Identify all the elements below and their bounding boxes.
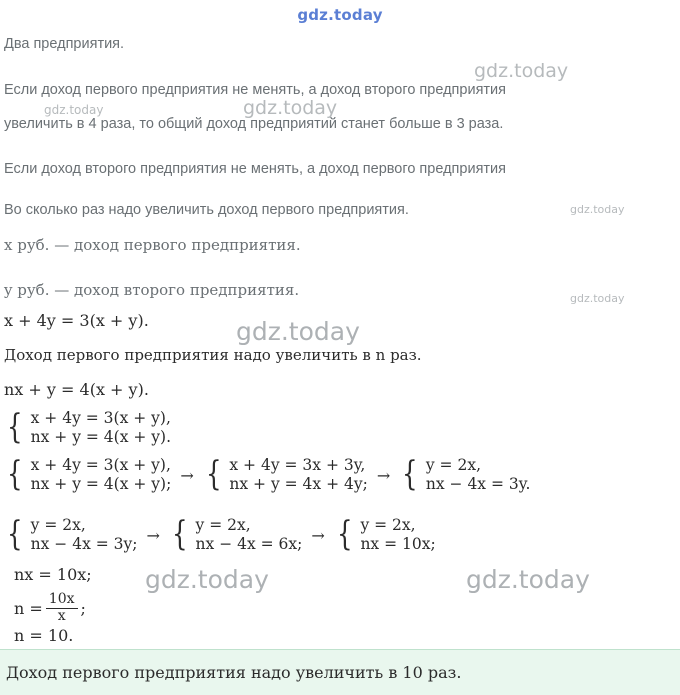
arrow-right-icon: → <box>311 525 325 545</box>
arrow-right-icon: → <box>180 465 194 485</box>
step2-mid-row-2: nx − 4x = 6x; <box>195 535 303 554</box>
definition-y: y руб. — доход второго предприятия. <box>4 281 300 299</box>
step1-mid-row-2: nx + y = 4x + 4y; <box>229 475 368 494</box>
problem-line-5: Во сколько раз надо увеличить доход первого предприятия. <box>4 202 409 218</box>
step1-left-row-2: nx + y = 4(x + y); <box>30 475 172 494</box>
problem-line-4: Если доход второго предприятия не менять, а доход первого предприятия <box>4 161 507 177</box>
final-fraction-lhs: n = <box>14 598 43 618</box>
watermark: gdz.today <box>145 565 269 594</box>
watermark: gdz.today <box>474 60 569 82</box>
system-initial-row-2: nx + y = 4(x + y). <box>30 428 172 447</box>
equation-1: x + 4y = 3(x + y). <box>4 311 149 330</box>
fraction-10x-over-x <box>46 592 78 624</box>
watermark: gdz.today <box>570 203 625 216</box>
step2-left-row-2: nx − 4x = 3y; <box>30 535 138 554</box>
step2-right-row-1: y = 2x, <box>360 516 416 534</box>
site-brand-logo: gdz.today <box>297 6 383 24</box>
brace-icon: { <box>336 514 353 555</box>
step1-mid-row-1: x + 4y = 3x + 3y, <box>229 456 366 474</box>
answer-bar <box>0 649 680 695</box>
brace-icon: { <box>7 407 23 448</box>
watermark: gdz.today <box>44 103 104 117</box>
problem-line-3: увеличить в 4 раза, то общий доход предприятий станет больше в 3 раза. <box>4 116 504 132</box>
watermark: gdz.today <box>243 97 338 119</box>
brace-icon: { <box>402 454 418 495</box>
brace-icon: { <box>7 454 23 495</box>
system-initial <box>4 409 171 448</box>
step2-left-row-1: y = 2x, <box>30 516 86 534</box>
step1-right-row-2: nx − 4x = 3y. <box>425 475 531 494</box>
brace-icon: { <box>7 514 23 555</box>
final-line-3: n = 10. <box>14 626 74 645</box>
system-initial-row-1: x + 4y = 3(x + y), <box>30 409 171 427</box>
watermark: gdz.today <box>570 292 625 305</box>
watermark: gdz.today <box>466 565 590 594</box>
watermark: gdz.today <box>236 317 360 346</box>
system-step-1 <box>4 456 530 495</box>
fraction-denominator: x <box>46 608 78 625</box>
final-line-1: nx = 10x; <box>14 565 92 584</box>
answer-text: Доход первого предприятия надо увеличить в 10 раз. <box>6 663 462 682</box>
note-n-times: Доход первого предприятия надо увеличить в n раз. <box>4 346 422 364</box>
final-fraction-tail: ; <box>80 598 86 618</box>
problem-line-2: Если доход первого предприятия не менять, а доход второго предприятия <box>4 82 507 98</box>
step2-mid-row-1: y = 2x, <box>195 516 251 534</box>
step1-right-row-1: y = 2x, <box>425 456 482 474</box>
system-step-2 <box>4 516 436 555</box>
arrow-right-icon: → <box>376 465 391 485</box>
fraction-numerator: 10x <box>48 591 75 607</box>
equation-2: nx + y = 4(x + y). <box>4 380 149 399</box>
brace-icon: { <box>171 514 188 555</box>
definition-x: x руб. — доход первого предприятия. <box>4 236 301 254</box>
final-fraction <box>14 592 86 624</box>
step2-right-row-2: nx = 10x; <box>360 535 436 554</box>
problem-line-1: Два предприятия. <box>4 36 125 52</box>
arrow-right-icon: → <box>146 525 160 545</box>
brace-icon: { <box>205 454 222 495</box>
step1-left-row-1: x + 4y = 3(x + y), <box>30 456 171 474</box>
